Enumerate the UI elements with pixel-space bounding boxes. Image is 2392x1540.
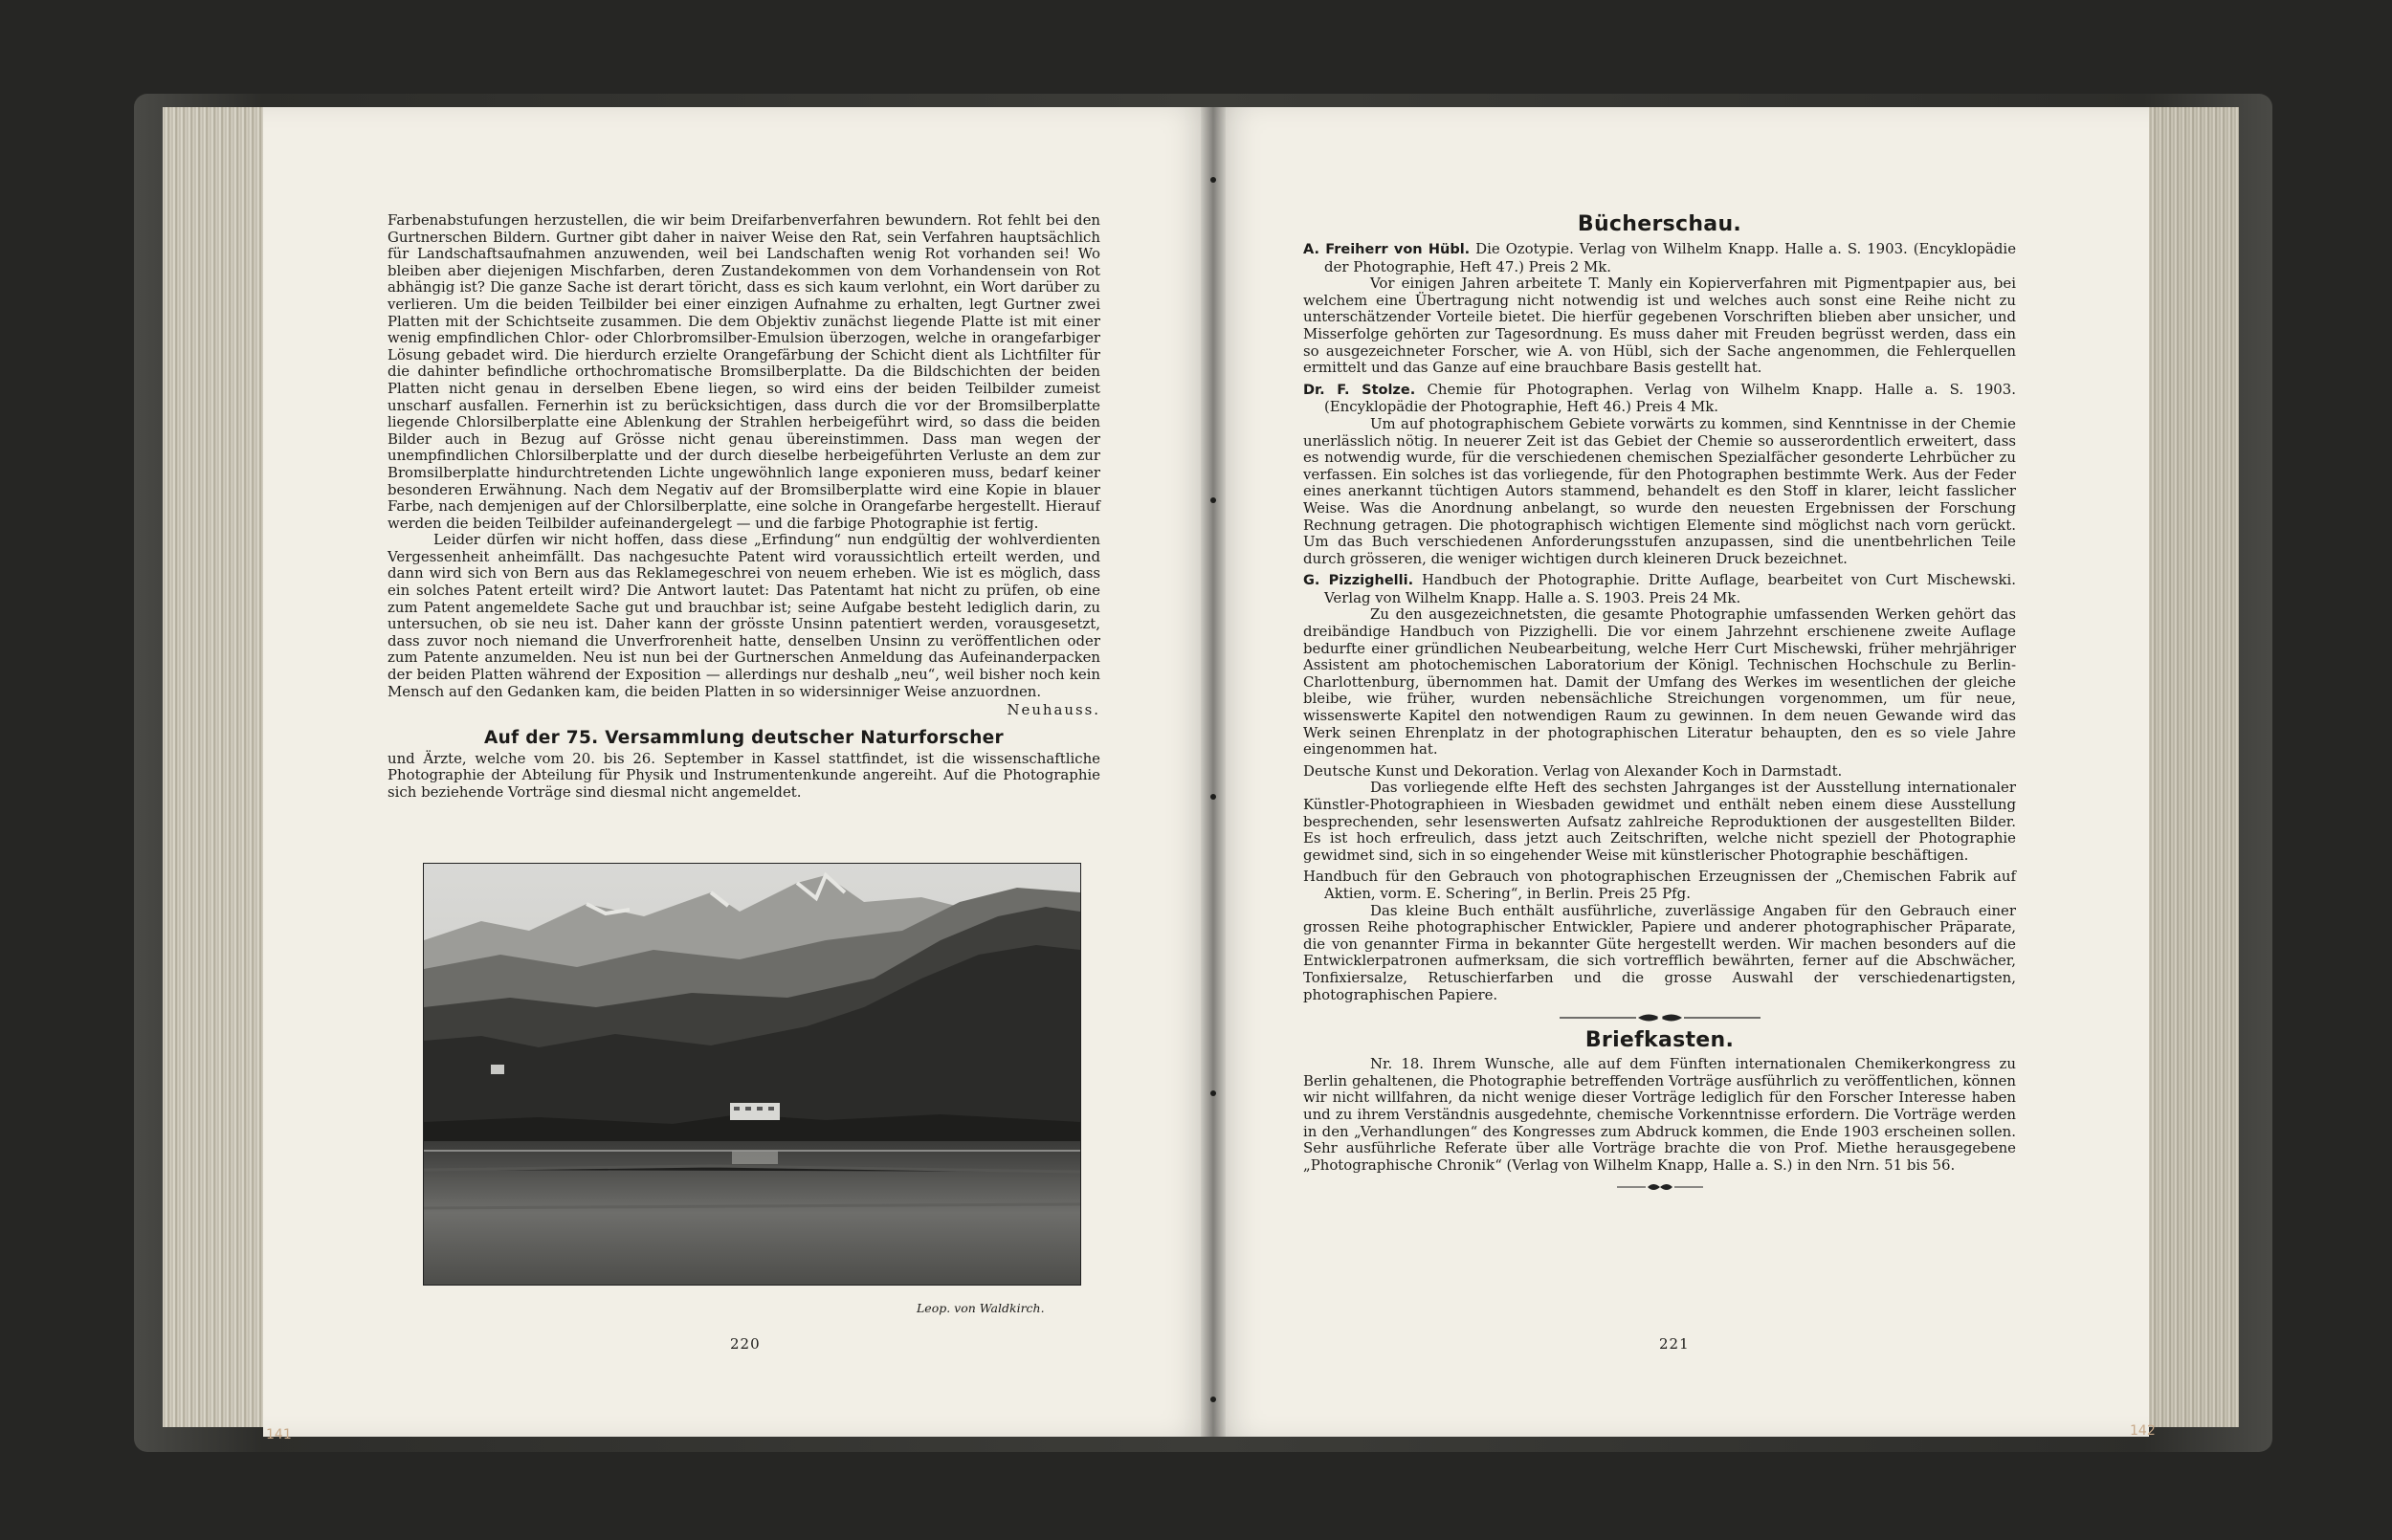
page-edges-right	[2134, 107, 2239, 1427]
review-body: Um auf photographischem Gebiete vorwärts zu kommen, sind Kenntnisse in der Chemie unerlässlich nötig. In neuerer Zeit ist das Gebiet der Chemie so ausserordentlich erweitert, dass es notwendig wurde, für die verschiedenen chemischen Spezialfächer gesonderte Lehrbücher zu verfassen. Ein solches ist das vorliegende, für den Photographen bestimmte Werk. Aus der Feder eines anerkannt tüchtigen Autors stammend, behandelt es den Stoff in klarer, leicht fasslicher Weise. Was die Anordnung anbelangt, so wurde den neuesten Ergebnissen der Forschung Rechnung getragen. Die photographisch wichtigen Elemente sind möglichst nach vorn gerückt. Um das Buch verschiedenen Anforderungsstufen anzupassen, sind die unentbehrlichen Teile durch grösseren, die weniger wichtigen durch kleineren Druck bezeichnet.	[1303, 414, 2016, 567]
review-author: A. Freiherr von Hübl.	[1303, 242, 1471, 257]
review-citation: Dr. F. Stolze. Chemie für Photographen. Verlag von Wilhelm Knapp. Halle a. S. 1903. (Encyklopädie der Photographie, Heft 46.) Preis 4 Mk.	[1303, 380, 2016, 416]
page-number-left: 220	[730, 1335, 761, 1353]
ornament-divider	[1560, 1011, 1761, 1024]
binding-stitch	[1210, 794, 1216, 800]
binding-stitch	[1210, 497, 1216, 503]
book-gutter	[1201, 107, 1226, 1437]
review-body: Vor einigen Jahren arbeitete T. Manly ein Kopierverfahren mit Pigmentpapier aus, bei welchem eine Übertragung nicht notwendig ist und welches auch sonst eine Reihe nicht zu unterschätzender Vorteile bietet. Die hierfür gegebenen Vorschriften blieben aber unsicher, und Misserfolge gehörten zur Tagesordnung. Es muss daher mit Freuden begrüsst werden, dass ein so ausgezeichneter Forscher, wie A. von Hübl, sich der Sache angenommen, die Fehlerquellen ermittelt und das Ganze auf eine brauchbare Basis gestellt hat.	[1303, 275, 2016, 377]
review-body: Das kleine Buch enthält ausführliche, zuverlässige Angaben für den Gebrauch einer grossen Reihe photographischer Entwickler, Papiere und anderer photographischer Präparate, die von genannter Firma in bekannter Güte hergestellt werden. Wir machen besonders auf die Entwicklerpatronen aufmerksam, die sich vortrefflich bewährten, ferner auf die Abschwächer, Tonfixiersalze, Retuschierfarben und die grosse Auswahl der verschiedenartigsten, photographischen Papiere.	[1303, 901, 2016, 1003]
left-page-text	[388, 212, 1100, 802]
section-heading: Bücherschau.	[1577, 212, 1742, 236]
author-signature: Neuhauss.	[1007, 701, 1100, 719]
photo-caption: Leop. von Waldkirch.	[917, 1301, 1045, 1315]
review-body: Das vorliegende elfte Heft des sechsten Jahrganges ist der Ausstellung internationaler Künstler-Photographieen in Wiesbaden gewidmet und enthält neben einem diese Ausstellung besprechenden, sehr lesenswerten Aufsatz zahlreiche Reproduktionen der ausgestellten Bilder. Es ist hoch erfreulich, dass jetzt auch Zeitschriften, welche nicht speziell der Photographie gewidmet sind, sich in so eingehender Weise mit künstlerischer Photographie beschäftigen.	[1303, 779, 2016, 864]
section-text: und Ärzte, welche vom 20. bis 26. September in Kassel stattfindet, ist die wissenschaftliche Photographie der Abteilung für Physik und Instrumentenkunde angereiht. Auf die Photographie sich beziehende Vorträge sind diesmal nicht angemeldet.	[388, 749, 1100, 801]
ornament-divider	[1617, 1181, 1703, 1193]
binding-stitch	[1210, 177, 1216, 183]
right-page-text	[1303, 212, 2016, 1197]
page-edges-left	[163, 107, 268, 1427]
section-heading: Auf der 75. Versammlung deutscher Naturforscher	[484, 727, 1004, 748]
body-paragraph: Leider dürfen wir nicht hoffen, dass diese „Erfindung“ nun endgültig der wohlverdienten Vergessenheit anheimfällt. Das nachgesuchte Patent wird voraussichtlich erteilt werden, und dann wird sich von Bern aus das Reklamegeschrei von neuem erheben. Wie ist es möglich, dass ein solches Patent erteilt wird? Die Antwort lautet: Das Patentamt hat nicht zu prüfen, ob eine zum Patent angemeldete Sache gut und brauchbar ist; seine Aufgabe besteht lediglich darin, zu untersuchen, ob sie neu ist. Daher kann der grösste Unsinn patentiert werden, vorausgesetzt, dass zuvor noch niemand die Unverfrorenheit hatte, denselben Unsinn zu veröffentlichen oder zum Patente anzumelden. Neu ist nun bei der Gurtnerschen Anmeldung das Aufeinanderpacken der beiden Platten während der Exposition — allerdings nur deshalb „neu“, weil bisher noch kein Mensch auf den Gedanken kam, die beiden Platten in so widersinniger Weise anzuordnen.	[388, 531, 1100, 700]
binding-stitch	[1210, 1397, 1216, 1402]
review-author: Dr. F. Stolze.	[1303, 382, 1416, 398]
review-body: Zu den ausgezeichnetsten, die gesamte Photographie umfassenden Werken gehört das dreibändige Handbuch von Pizzighelli. Die vor einem Jahrzehnt erschienene zweite Auflage bedurfte einer gründlichen Neubearbeitung, welche Herr Curt Mischewski, früher mehrjähriger Assistent am photochemischen Laboratorium der Königl. Technischen Hochschule zu Berlin-Charlottenburg, übernommen hat. Damit der Umfang des Werkes im wesentlichen der gleiche bleibe, wie früher, wurden nebensächliche Streichungen vorgenommen, um für neue, wissenswerte Kapitel den notwendigen Raum zu gewinnen. In dem neuen Gewande wird das Werk seinen Ehrenplatz in der photographischen Literatur behaupten, den es so viele Jahre eingenommen hat.	[1303, 605, 2016, 759]
letters-text: Nr. 18. Ihrem Wunsche, alle auf dem Fünften internationalen Chemikerkongress zu Berlin gehaltenen, die Photographie betreffenden Vorträge ausführlich zu veröffentlichen, können wir nicht willfahren, da nicht wenige dieser Vorträge lediglich für den Forscher Interesse haben und zu ihrem Verständnis ausgedehnte, chemische Vorkenntnisse erfordern. Die Vorträge werden in den „Verhandlungen“ des Kongresses zum Abdruck kommen, die Ende 1903 erscheinen sollen. Sehr ausführliche Referate über alle Vorträge brachte die von Prof. Miethe herausgegebene „Photographische Chronik“ (Verlag von Wilhelm Knapp, Halle a. S.) in den Nrn. 51 bis 56.	[1303, 1055, 2016, 1174]
review-citation: Deutsche Kunst und Dekoration. Verlag von Alexander Koch in Darmstadt.	[1303, 761, 1843, 780]
lake-landscape-photo	[423, 863, 1081, 1286]
body-paragraph: Farbenabstufungen herzustellen, die wir beim Dreifarbenverfahren bewundern. Rot fehlt bei den Gurtnerschen Bildern. Gurtner gibt daher in naiver Weise den Rat, sein Verfahren hauptsächlich für Landschaftsaufnahmen anzuwenden, weil bei Landschaften wenig Rot vorhanden sei! Wo bleiben aber diejenigen Mischfarben, deren Zustandekommen von dem Vorhandensein von Rot abhängig ist? Die ganze Sache ist derart töricht, dass es sich kaum verlohnt, ein Wort darüber zu verlieren. Um die beiden Teilbilder bei einer einzigen Aufnahme zu erhalten, legt Gurtner zwei Platten mit der Schichtseite zusammen. Die dem Objektiv zunächst liegende Platte ist mit einer wenig empfindlichen Chlor- oder Chlorbromsilber-Emulsion überzogen, welche in orangefarbiger Lösung gebadet wird. Die hierdurch erzielte Orangefärbung der Schicht dient als Lichtfilter für die dahinter befindliche orthochromatische Bromsilberplatte. Da die Bildschichten der beiden Platten nicht genau in derselben Ebene liegen, so wird eins der beiden Teilbilder zumeist unscharf ausfallen. Fernerhin ist zu berücksichtigen, dass durch die vor der Bromsilberplatte liegende Chlorsilberplatte eine Ablenkung der Strahlen herbeigeführt wird, so dass die beiden Bilder auch in Bezug auf Grösse nicht genau übereinstimmen. Dass man wegen der unempfindlichen Chlorsilberplatte und der durch dieselbe herbeigeführten Verluste an dem zur Bromsilberplatte hindurchtretenden Lichte ungewöhnlich lange exponieren muss, bedarf keiner besonderen Erwähnung. Nach dem Negativ auf der Bromsilberplatte wird eine Kopie in blauer Farbe, nach demjenigen auf der Chlorsilberplatte, eine solche in Orangefarbe hergestellt. Hierauf werden die beiden Teilbilder aufeinandergelegt — und die farbige Photographie ist fertig.	[388, 211, 1100, 532]
review-citation: A. Freiherr von Hübl. Die Ozotypie. Verlag von Wilhelm Knapp. Halle a. S. 1903. (Encyklopädie der Photographie, Heft 47.) Preis 2 Mk.	[1303, 240, 2017, 275]
section-heading: Briefkasten.	[1584, 1028, 1735, 1053]
pencil-mark-right: 142	[2130, 1423, 2156, 1439]
binding-stitch	[1210, 1090, 1216, 1096]
pencil-mark-left: 141	[266, 1427, 292, 1442]
review-author: G. Pizzighelli.	[1303, 573, 1414, 589]
review-citation: G. Pizzighelli. Handbuch der Photographie. Dritte Auflage, bearbeitet von Curt Mischewski. Verlag von Wilhelm Knapp. Halle a. S. 1903. Preis 24 Mk.	[1303, 571, 2016, 606]
review-citation: Handbuch für den Gebrauch von photographischen Erzeugnissen der „Chemischen Fabrik auf Aktien, vorm. E. Schering“, in Berlin. Preis 25 Pfg.	[1303, 868, 2016, 902]
page-number-right: 221	[1659, 1335, 1690, 1353]
